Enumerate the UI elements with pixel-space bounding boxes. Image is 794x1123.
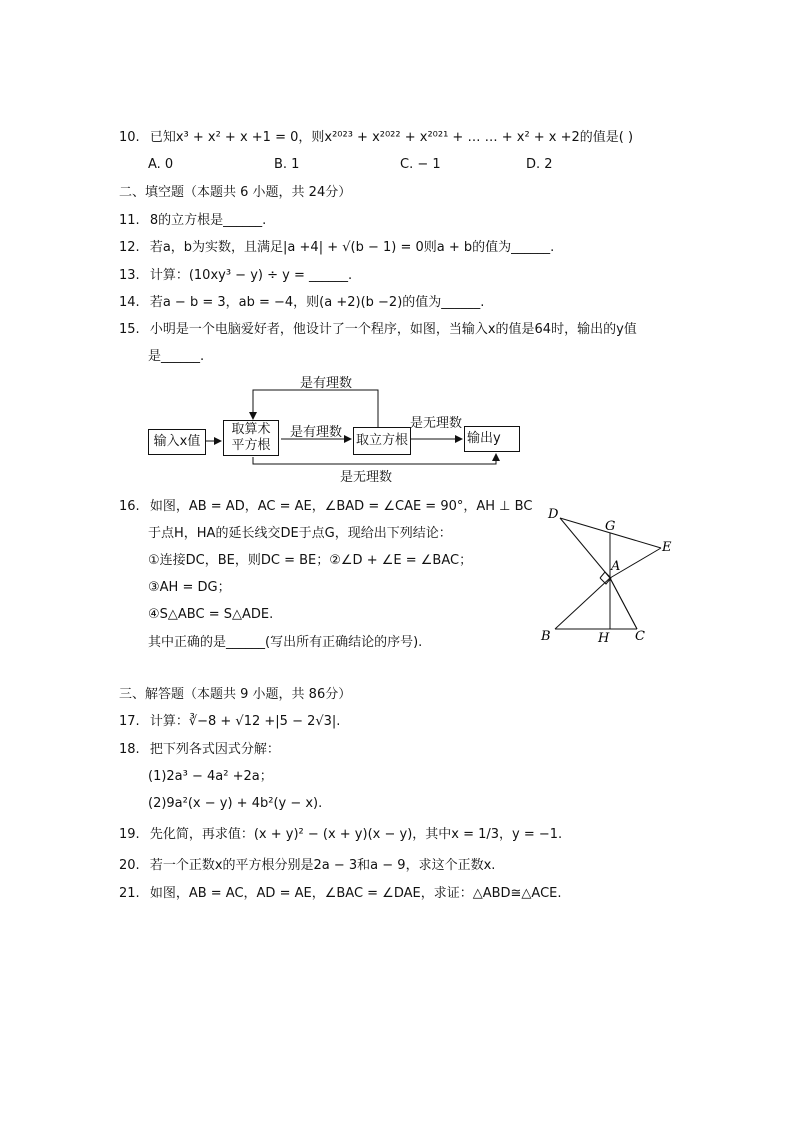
q11-line xyxy=(119,212,266,230)
label-h: H xyxy=(598,631,610,646)
segment-ea xyxy=(610,548,661,578)
q15-line-1 xyxy=(119,321,637,339)
q10-line xyxy=(119,129,633,147)
q21-line xyxy=(119,885,562,903)
right-angle-mark xyxy=(600,572,611,584)
q15-number: 15. xyxy=(119,322,140,337)
q18-part-1: (1)2a³ − 4a² +2a； xyxy=(148,769,273,784)
q18-part-2: (2)9a²(x − y) + 4b²(y − x). xyxy=(148,796,323,811)
q15-text-2: 是______. xyxy=(148,349,205,364)
q16-text-5: ④S△ABC = S△ADE. xyxy=(148,607,274,622)
label-g: G xyxy=(605,519,616,534)
label-c: C xyxy=(635,629,645,644)
q17-line xyxy=(119,713,340,731)
q14-text: 若a − b = 3，ab = −4，则(a +2)(b −2)的值为______. xyxy=(149,295,485,310)
q10-option-d: D. 2 xyxy=(526,157,553,172)
flow-label-irrational-2: 是无理数 xyxy=(340,470,393,485)
segment-da xyxy=(560,518,610,578)
q12-line xyxy=(119,239,554,257)
q20-text: 若一个正数x的平方根分别是2a − 3和a − 9，求这个正数x. xyxy=(149,858,496,873)
segment-ba xyxy=(555,578,610,629)
label-b: B xyxy=(541,629,551,644)
label-a: A xyxy=(611,559,621,574)
q12-text: 若a，b为实数，且满足|a +4| + √(b − 1) = 0则a + b的值为______. xyxy=(149,240,555,255)
q21-text: 如图，AB = AC，AD = AE，∠BAC = ∠DAE，求证：△ABD≅△ACE. xyxy=(149,886,562,901)
q17-number: 17. xyxy=(119,714,140,729)
q12-number: 12. xyxy=(119,240,140,255)
q13-number: 13. xyxy=(119,268,140,283)
q14-number: 14. xyxy=(119,295,140,310)
q14-line xyxy=(119,294,484,312)
q10-text: 已知x³ + x² + x +1 = 0，则x²⁰²³ + x²⁰²² + x²⁰²¹ + … … + x² + x +2的值是( ) xyxy=(149,130,634,145)
q10-option-b: B. 1 xyxy=(274,157,300,172)
q16-line-1 xyxy=(119,498,532,516)
q10-option-a: A. 0 xyxy=(148,157,174,172)
q11-text: 8的立方根是______. xyxy=(149,213,267,228)
q16-text-6: 其中正确的是______(写出所有正确结论的序号). xyxy=(148,635,423,650)
flow-sqrt-box: 取算术平方根 xyxy=(223,420,279,456)
segment-ca xyxy=(610,578,637,629)
q16-text-3: ①连接DC，BE，则DC = BE；②∠D + ∠E = ∠BAC； xyxy=(148,553,473,568)
q10-option-c: C. − 1 xyxy=(400,157,441,172)
flow-cbrt-box: 取立方根 xyxy=(353,427,411,455)
q19-text: 先化简，再求值：(x + y)² − (x + y)(x − y)，其中x = 1/3，y = −1. xyxy=(149,827,563,842)
flow-input-box: 输入x值 xyxy=(148,429,206,455)
q13-text: 计算：(10xy³ − y) ÷ y = ______. xyxy=(149,268,353,283)
q18-number: 18. xyxy=(119,742,140,757)
q19-number: 19. xyxy=(119,827,140,842)
q15-text-1: 小明是一个电脑爱好者，他设计了一个程序，如图，当输入x的值是64时，输出的y值 xyxy=(149,322,637,337)
flow-label-irrational-1: 是无理数 xyxy=(410,416,463,431)
label-e: E xyxy=(662,540,672,555)
q11-number: 11. xyxy=(119,213,140,228)
q17-text: 计算：∛−8 + √12 +|5 − 2√3|. xyxy=(149,714,341,729)
q16-text-4: ③AH = DG； xyxy=(148,580,231,595)
q16-text-2: 于点H，HA的延长线交DE于点G，现给出下列结论： xyxy=(148,526,452,541)
segment-de xyxy=(560,518,661,548)
segment-ac-ext xyxy=(610,578,637,629)
q20-line xyxy=(119,857,495,875)
flow-label-rational: 是有理数 xyxy=(290,425,343,440)
section-3-heading: 三、解答题（本题共 9 小题，共 86分） xyxy=(119,687,352,702)
q16-number: 16. xyxy=(119,499,140,514)
q10-number: 10. xyxy=(119,130,140,145)
label-d: D xyxy=(548,507,559,522)
flow-output-box: 输出y xyxy=(464,426,520,452)
section-2-heading: 二、填空题（本题共 6 小题，共 24分） xyxy=(119,185,352,200)
flow-label-loop: 是有理数 xyxy=(300,376,353,391)
q19-line xyxy=(119,826,562,844)
q18-line xyxy=(119,741,280,759)
q20-number: 20. xyxy=(119,858,140,873)
q18-text: 把下列各式因式分解： xyxy=(149,742,280,757)
q13-line xyxy=(119,267,352,285)
q16-text-1: 如图，AB = AD，AC = AE，∠BAD = ∠CAE = 90°，AH ⊥ BC xyxy=(149,499,533,514)
q21-number: 21. xyxy=(119,886,140,901)
